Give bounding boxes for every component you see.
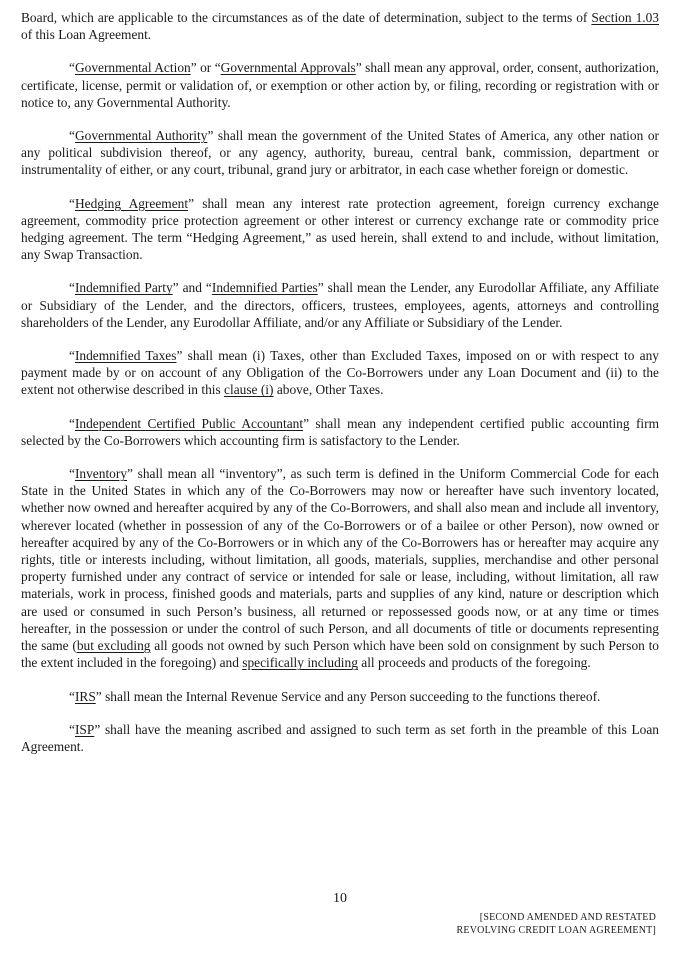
definition-isp [21,721,659,755]
defined-term: Indemnified Parties [211,280,318,296]
definition-text: ” shall mean any independent certified public accounting firm selected by the Co-Borrowers which accounting firm is satisfactory to the Lender. [21,415,659,448]
emphasis-phrase: but excluding [76,638,151,654]
quote: “ [69,688,75,704]
definition-text: ” shall mean (i) Taxes, other than Excluded Taxes, imposed on or with respect to any payment made by or on account of any Obligation of the Co-Borrowers under any Loan Document and (ii) to the extent not otherwise described in this [21,348,659,398]
text: ” or “ [190,60,221,76]
section-reference: Section 1.03 [591,10,659,25]
defined-term: Hedging Agreement [74,195,189,211]
definition-text: ” shall mean the government of the United States of America, any other nation or any political subdivision thereof, or any agency, authority, bureau, central bank, commission, department or instrumentality of either, or any court, tribunal, grand jury or arbitrator, in each case whether foreign or domestic. [21,128,659,178]
definition-indemnified-taxes [21,347,659,399]
defined-term: Inventory [74,466,128,482]
quote: “ [69,195,75,211]
defined-term: Governmental Approvals [220,60,356,76]
clause-reference: clause (i) [224,382,274,398]
page-number: 10 [333,891,347,906]
definition-indemnified-party [21,279,659,331]
definition-governmental-action [21,59,659,111]
definition-hedging-agreement [21,195,659,264]
defined-term: ISP [74,721,95,737]
quote: “ [69,721,75,737]
text: of this Loan Agreement. [21,27,152,43]
legend-line: [SECOND AMENDED AND RESTATED [479,912,656,923]
definition-irs [21,688,659,705]
definition-text: above, Other Taxes. [273,382,384,398]
text: ” and “ [172,280,212,296]
defined-term: Indemnified Party [74,280,173,296]
defined-term: IRS [74,688,96,704]
legend-line: REVOLVING CREDIT LOAN AGREEMENT] [456,925,656,936]
definition-text: ” shall mean any approval, order, consent, authorization, certificate, license, permit or validation of, or exemption or other action by, or filing, recording or registration with or notice to, any Governmental Authority. [21,60,659,110]
quote: “ [69,415,75,431]
defined-term: Independent Certified Public Accountant [74,415,304,431]
defined-term: Indemnified Taxes [74,348,177,364]
definition-inventory [21,465,659,671]
defined-term: Governmental Action [74,60,191,76]
document-legend [457,911,656,937]
quote: “ [69,128,75,144]
definition-text: ” shall have the meaning ascribed and assigned to such term as set forth in the preamble of this Loan Agreement. [21,721,659,754]
defined-term: Governmental Authority [74,128,208,144]
paragraph-continuation [21,9,659,43]
quote: “ [69,348,75,364]
definition-independent-accountant [21,415,659,449]
definition-text: ” shall mean the Internal Revenue Service and any Person succeeding to the functions thereof. [95,688,601,704]
definition-text: all proceeds and products of the foregoing. [357,655,591,671]
quote: “ [69,280,75,296]
text: Board, which are applicable to the circumstances as of the date of determination, subject to the terms of [21,10,592,25]
definition-governmental-authority [21,127,659,179]
definition-text: ” shall mean all “inventory”, as such term is defined in the Uniform Commercial Code for each State in the United States in which any of the Co-Borrowers may now or hereafter have such inventory located, whether now owned and hereafter acquired by any of the Co-Borrowers, and shall also mean and include all inventory, wherever located (whether in possession of any of the Co-Borrowers or of a bailee or other Person), now owned or hereafter acquired by any of the Co-Borrowers or in which any of the Co-Borrowers has or hereafter may acquire any rights, title or interests including, without limitation, all goods, materials, supplies, merchandise and other personal property furnished under any contract of service or intended for sale or lease, including, without limitation, all raw materials, work in process, finished goods and materials, parts and supplies of any kind, nature or description which are used or consumed in such Person’s business, all returned or repossessed goods now, or at any time or times hereafter, in the possession or under the control of such Person, and all documents of title or documents representing the same ( [21,466,659,654]
definition-text: all goods not owned by such Person which have been sold on consignment by such Person to the extent included in the foregoing) and [21,638,659,671]
quote: “ [69,466,75,482]
quote: “ [69,60,75,76]
emphasis-phrase: specifically including [242,655,358,671]
definition-text: ” shall mean the Lender, any Eurodollar Affiliate, any Affiliate or Subsidiary of the Lender, and the directors, officers, trustees, employees, agents, attorneys and controlling shareholders of the Lender, any Eurodollar Affiliate, and/or any Affiliate or Subsidiary of the Lender. [21,280,659,330]
definition-text: ” shall mean any interest rate protection agreement, foreign currency exchange agreement, commodity price protection agreement or other interest or currency exchange rate or commodity price hedging agreement. The term “Hedging Agreement,” as used herein, shall extend to and include, without limitation, any Swap Transaction. [21,195,659,263]
document-body [21,9,659,771]
